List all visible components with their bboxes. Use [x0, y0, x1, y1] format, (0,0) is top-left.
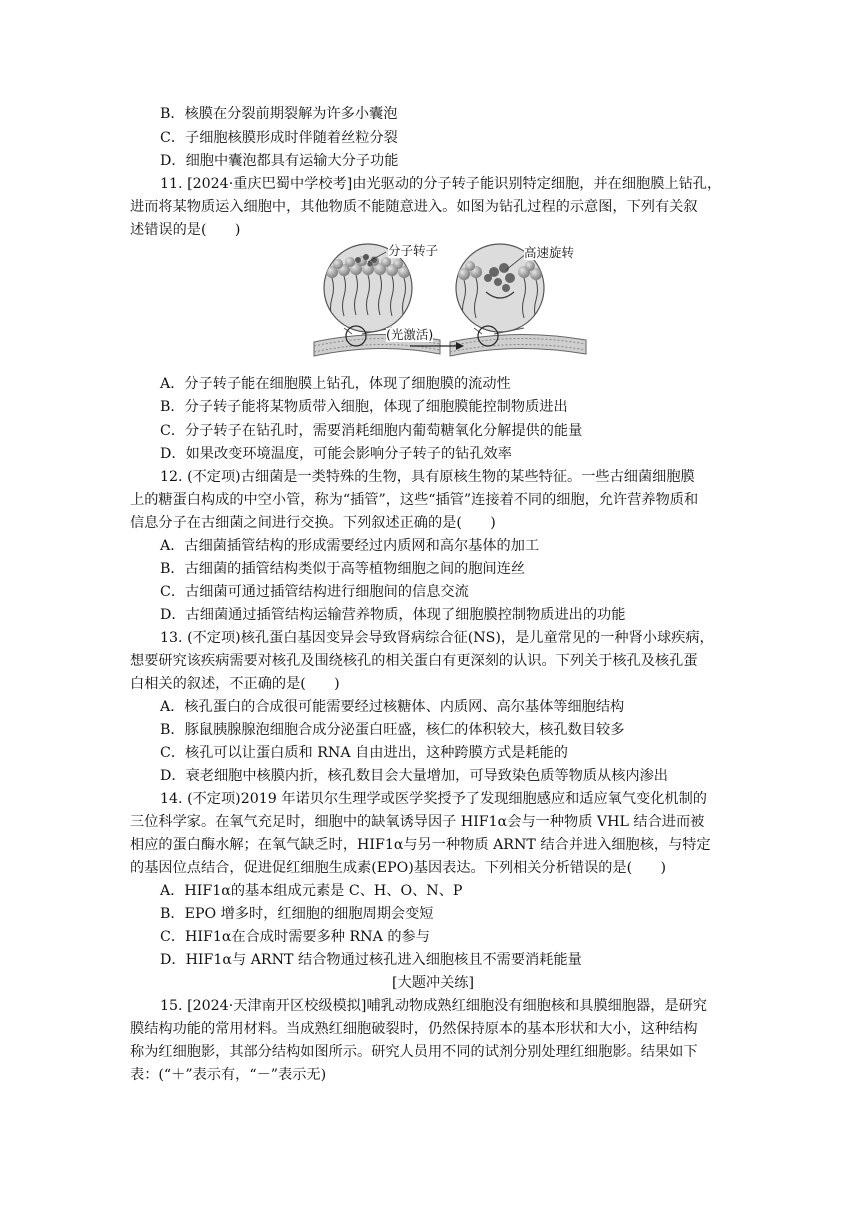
label-light-activation: (光激活): [386, 327, 434, 342]
q12-stem-line-2: 上的糖蛋白构成的中空小管，称为“插管”，这些“插管”连接着不同的细胞，允许营养物质和: [130, 492, 699, 508]
q14-stem-line-3: 相应的蛋白酶水解；在氧气缺乏时，HIF1α与另一种物质 ARNT 结合并进入细胞核，与特定: [130, 837, 711, 853]
q13-option-c: C．核孔可以让蛋白质和 RNA 自由进出，这种跨膜方式是耗能的: [160, 745, 568, 761]
q12-stem-line-3: 信息分子在古细菌之间进行交换。下列叙述正确的是( ): [130, 515, 496, 531]
q13-option-d: D．衰老细胞中核膜内折，核孔数目会大量增加，可导致染色质等物质从核内渗出: [160, 768, 668, 784]
q11-stem-line-1: 11. [2024·重庆巴蜀中学校考]由光驱动的分子转子能识别特定细胞，并在细胞膜上钻孔，: [160, 176, 722, 192]
q13-stem-line-2: 想要研究该疾病需要对核孔及围绕核孔的相关蛋白有更深刻的认识。下列关于核孔及核孔蛋: [130, 653, 698, 669]
q10-option-b: B．核膜在分裂前期裂解为许多小囊泡: [160, 106, 398, 122]
q12-option-a: A．古细菌插管结构的形成需要经过内质网和高尔基体的加工: [160, 538, 540, 554]
q14-stem-line-4: 的基因位点结合，促进促红细胞生成素(EPO)基因表达。下列相关分析错误的是( ): [130, 860, 667, 876]
q14-stem-line-2: 三位科学家。在氧气充足时，细胞中的缺氧诱导因子 HIF1α会与一种物质 VHL 结合进而被: [130, 814, 705, 830]
q13-option-b: B．豚鼠胰腺腺泡细胞合成分泌蛋白旺盛，核仁的体积较大，核孔数目较多: [160, 722, 625, 738]
q10-option-c: C．子细胞核膜形成时伴随着丝粒分裂: [160, 130, 398, 146]
q13-stem-line-3: 白相关的叙述，不正确的是( ): [130, 676, 340, 692]
q11-option-c: C．分子转子在钻孔时，需要消耗细胞内葡萄糖氧化分解提供的能量: [160, 423, 583, 439]
q15-stem-line-1: 15. [2024·天津南开区校级模拟]哺乳动物成熟红细胞没有细胞核和具膜细胞器，是研究: [160, 998, 707, 1014]
molecular-rotor-figure: [310, 242, 590, 368]
q14-stem-line-1: 14. (不定项)2019 年诺贝尔生理学或医学奖授予了发现细胞感应和适应氧气变化机制的: [160, 791, 707, 807]
q11-option-b: B．分子转子能将某物质带入细胞，体现了细胞膜能控制物质进出: [160, 399, 568, 415]
q14-option-c: C．HIF1α在合成时需要多种 RNA 的参与: [160, 929, 430, 945]
q14-option-d: D．HIF1α与 ARNT 结合物通过核孔进入细胞核且不需要消耗能量: [160, 952, 582, 968]
q14-option-b: B．EPO 增多时，红细胞的细胞周期会变短: [160, 906, 434, 922]
q12-stem-line-1: 12. (不定项)古细菌是一类特殊的生物，具有原核生物的某些特征。一些古细菌细胞膜: [160, 469, 695, 485]
q11-option-a: A．分子转子能在细胞膜上钻孔，体现了细胞膜的流动性: [160, 376, 511, 392]
q12-option-b: B．古细菌的插管结构类似于高等植物细胞之间的胞间连丝: [160, 561, 526, 577]
q11-stem-line-2: 进而将某物质运入细胞中，其他物质不能随意进入。如图为钻孔过程的示意图，下列有关叙: [130, 199, 698, 215]
label-molecular-rotor: 分子转子: [388, 243, 439, 258]
q11-option-d: D．如果改变环境温度，可能会影响分子转子的钻孔效率: [160, 446, 512, 462]
q12-option-d: D．古细菌通过插管结构运输营养物质，体现了细胞膜控制物质进出的功能: [160, 607, 626, 623]
q13-stem-line-1: 13. (不定项)核孔蛋白基因变异会导致肾病综合征(NS)，是儿童常见的一种肾小球疾病，: [160, 630, 714, 646]
section-heading: [大题冲关练]: [391, 975, 474, 991]
q14-option-a: A．HIF1α的基本组成元素是 C、H、O、N、P: [160, 883, 463, 899]
membrane-drilling-diagram: [310, 242, 590, 368]
label-high-speed-spin: 高速旋转: [524, 245, 575, 260]
q15-stem-line-3: 称为红细胞影，其部分结构如图所示。研究人员用不同的试剂分别处理红细胞影。结果如下: [130, 1044, 698, 1060]
q15-stem-line-4: 表：(“＋”表示有，“－”表示无): [130, 1067, 327, 1083]
q13-option-a: A．核孔蛋白的合成很可能需要经过核糖体、内质网、高尔基体等细胞结构: [160, 699, 625, 715]
q15-stem-line-2: 膜结构功能的常用材料。当成熟红细胞破裂时，仍然保持原本的基本形状和大小，这种结构: [130, 1021, 698, 1037]
q12-option-c: C．古细菌可通过插管结构进行细胞间的信息交流: [160, 584, 469, 600]
q11-stem-line-3: 述错误的是( ): [130, 222, 241, 238]
q10-option-d: D．细胞中囊泡都具有运输大分子功能: [160, 153, 399, 169]
right-bilayer-strip: [450, 326, 586, 356]
